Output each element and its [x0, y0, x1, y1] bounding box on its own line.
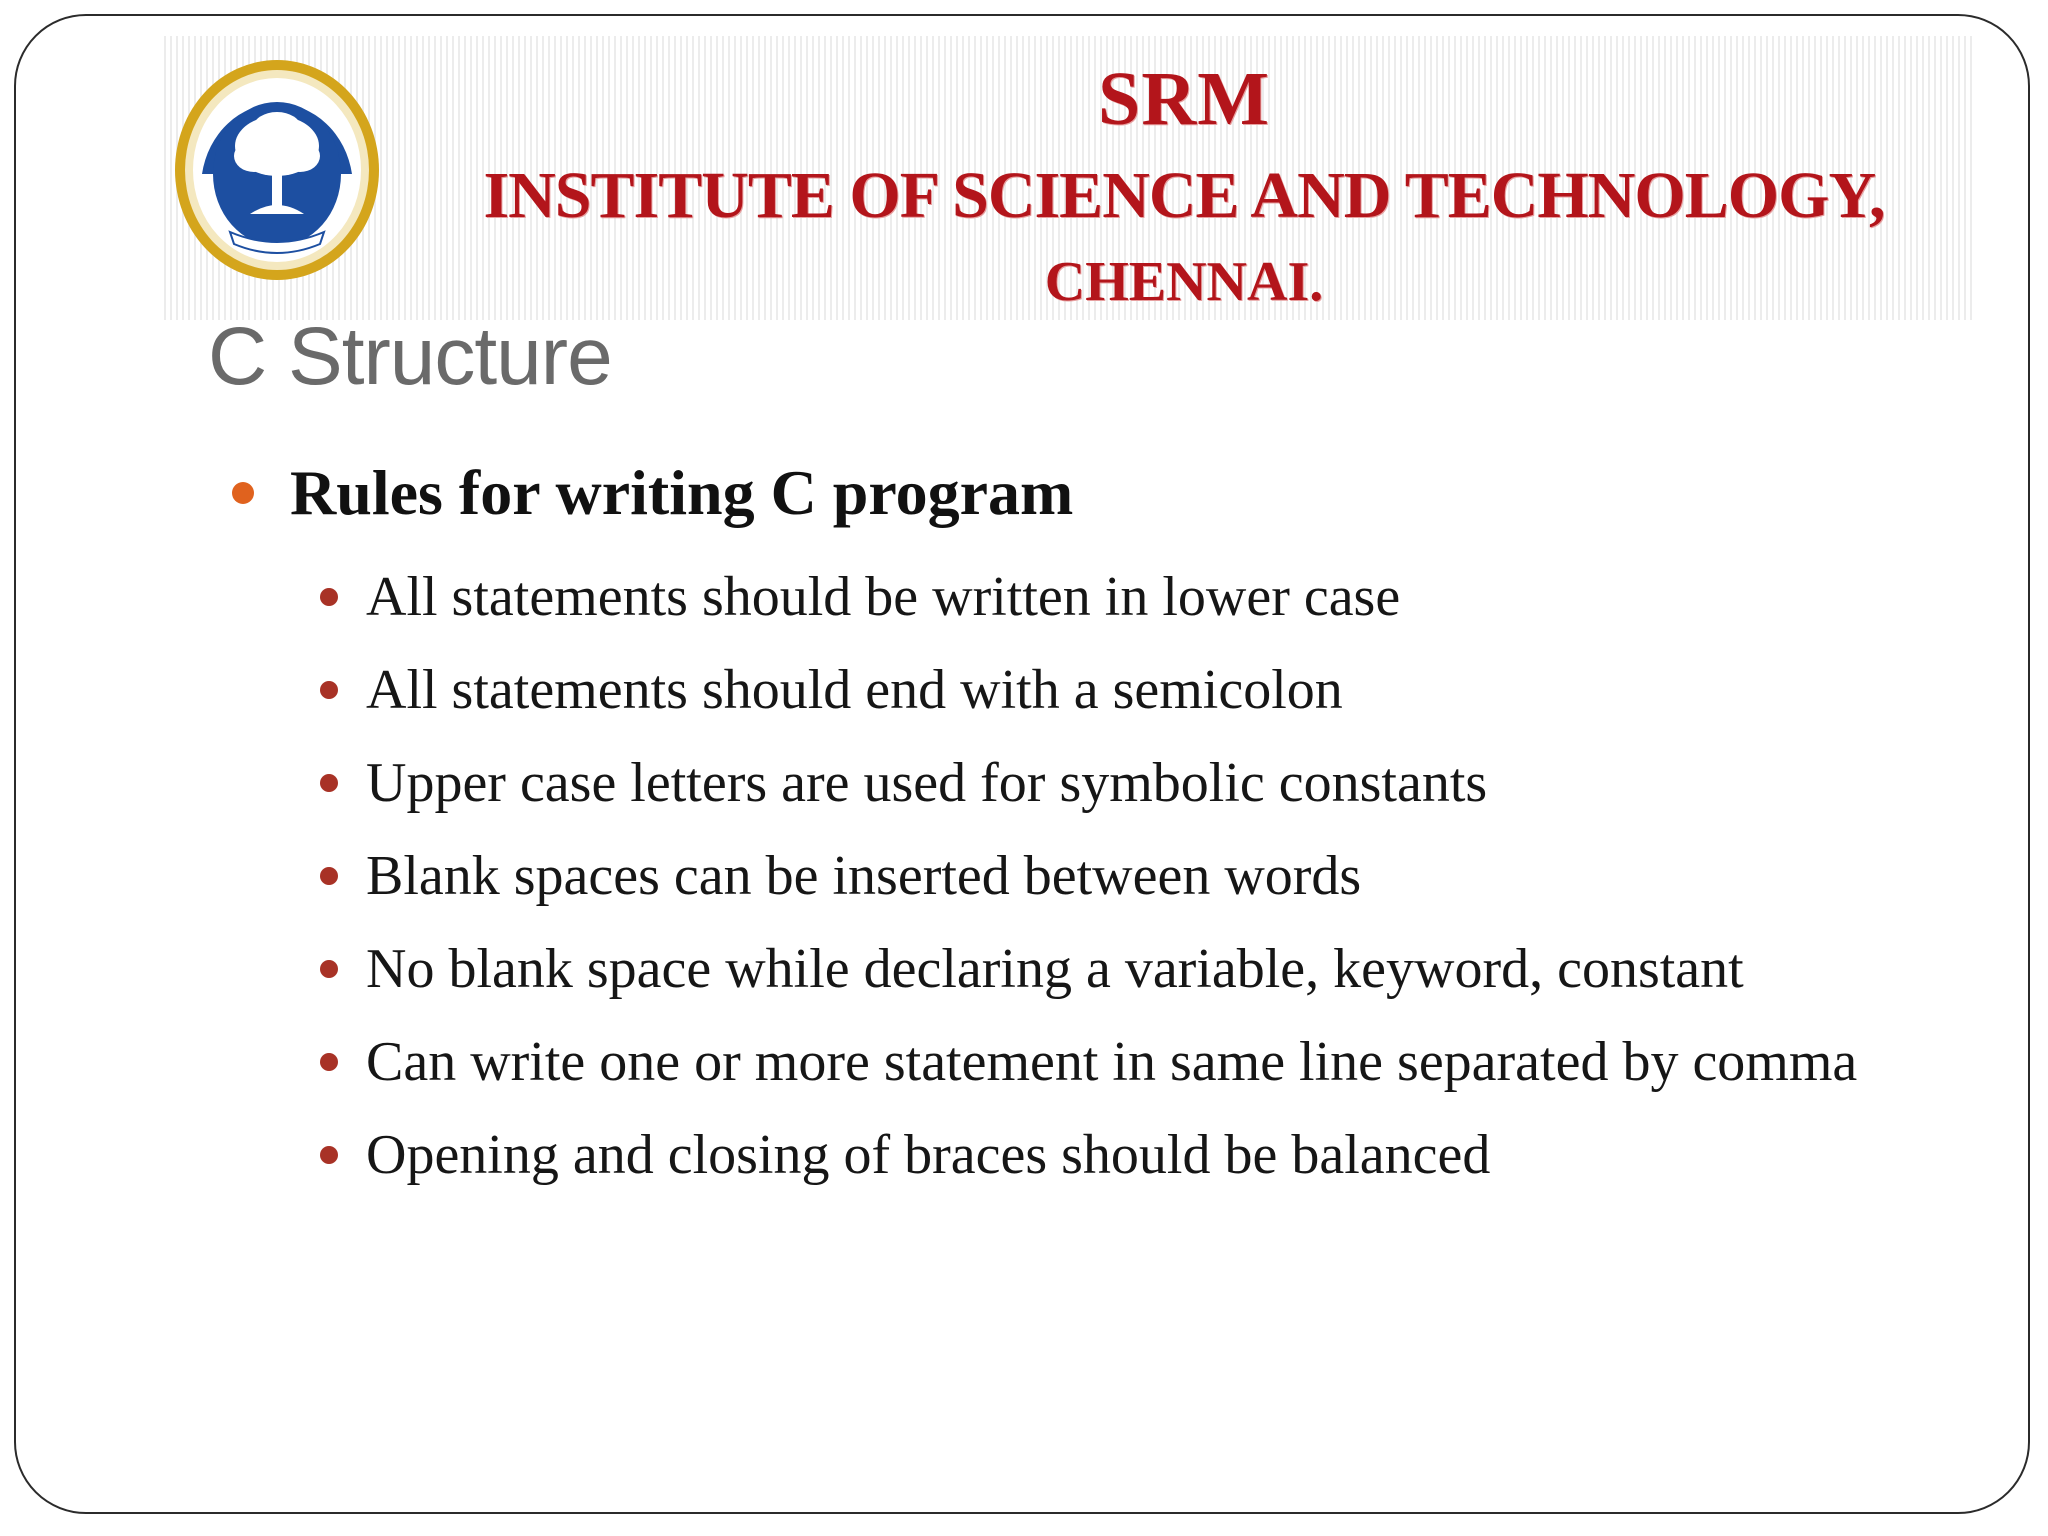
rule-text: All statements should be written in lower case: [366, 566, 1401, 628]
bullet-dot-icon: [320, 1146, 338, 1164]
institute-banner: [164, 36, 1972, 320]
rule-text: All statements should end with a semicolon: [366, 659, 1343, 721]
bullet-dot-icon: [232, 482, 254, 504]
list-item: [304, 1021, 2004, 1103]
slide-frame: [14, 14, 2030, 1514]
list-item: [304, 742, 2004, 824]
bullet-dot-icon: [320, 588, 338, 606]
rule-text: Opening and closing of braces should be balanced: [366, 1124, 1491, 1186]
list-item: [304, 649, 2004, 731]
main-bullet: [232, 456, 1073, 530]
list-item: [304, 1114, 2004, 1196]
bullet-dot-icon: [320, 774, 338, 792]
srm-seal-logo-icon: [172, 56, 382, 284]
main-bullet-text: Rules for writing C program: [290, 457, 1074, 528]
rule-text: No blank space while declaring a variable, keyword, constant: [366, 938, 1744, 1000]
list-item: [304, 928, 2004, 1010]
banner-line-institute: INSTITUTE OF SCIENCE AND TECHNOLOGY,: [483, 159, 1885, 232]
rules-list: [304, 556, 2004, 1207]
bullet-dot-icon: [320, 867, 338, 885]
rule-text: Blank spaces can be inserted between words: [366, 845, 1362, 907]
rule-text: Upper case letters are used for symbolic constants: [366, 752, 1488, 814]
list-item: [304, 556, 2004, 638]
bullet-dot-icon: [320, 960, 338, 978]
rule-text: Can write one or more statement in same line separated by comma: [366, 1031, 1858, 1093]
bullet-dot-icon: [320, 681, 338, 699]
banner-line-srm: SRM: [1098, 57, 1270, 141]
bullet-dot-icon: [320, 1053, 338, 1071]
list-item: [304, 835, 2004, 917]
slide-title: C Structure: [208, 311, 612, 402]
banner-line-city: CHENNAI.: [1044, 251, 1324, 313]
